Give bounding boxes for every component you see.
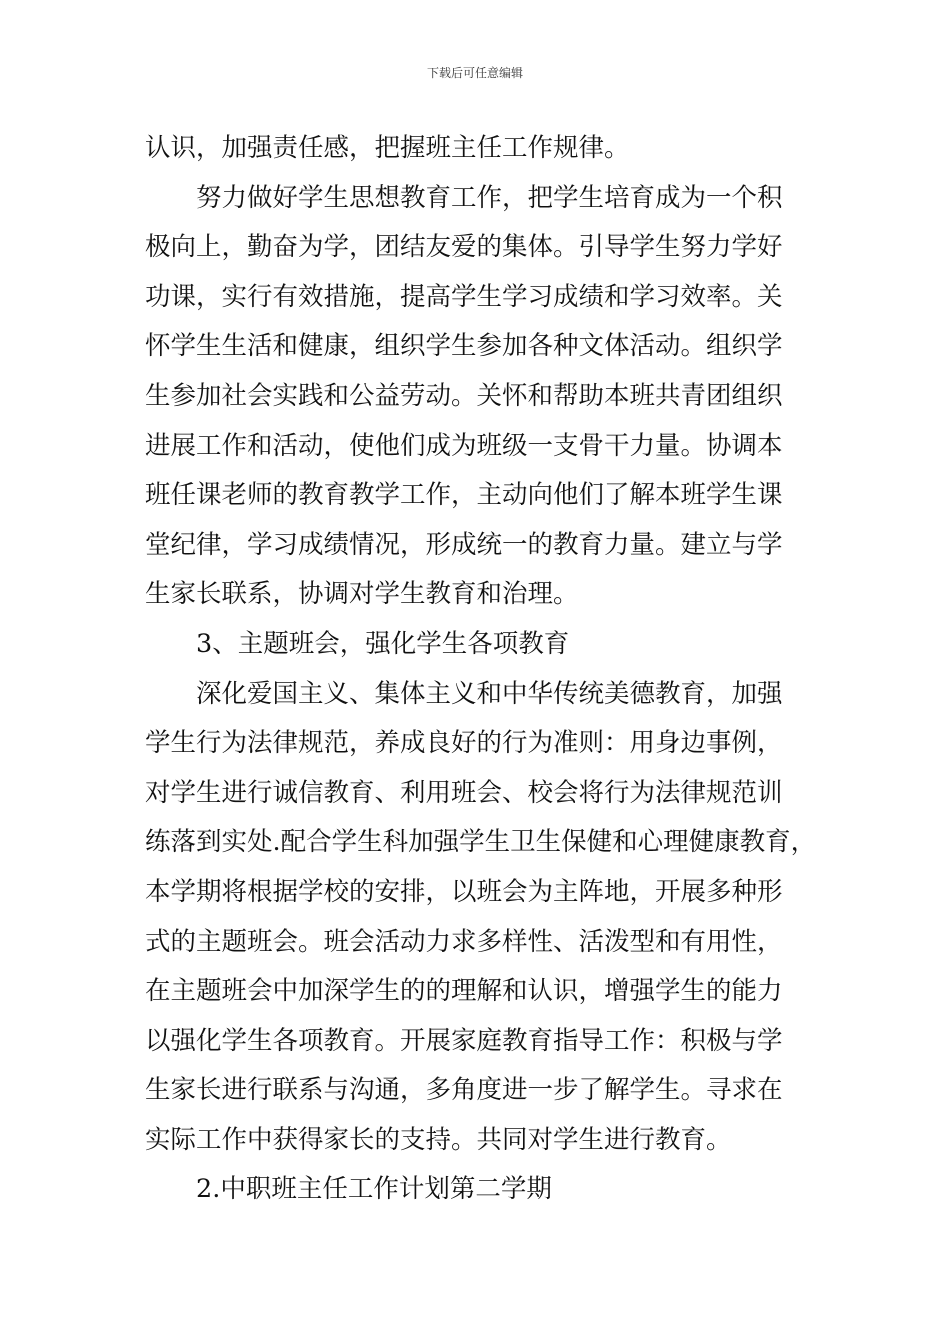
text-line-9: 堂纪律，学习成绩情况，形成统一的教育力量。建立与学 <box>145 529 783 560</box>
text-line-8: 班任课老师的教育教学工作，主动向他们了解本班学生课 <box>145 480 783 511</box>
page-header-note: 下载后可任意编辑 <box>426 66 523 80</box>
text-line-10: 生家长联系，协调对学生教育和治理。 <box>145 579 579 610</box>
text-line-16: 本学期将根据学校的安排，以班会为主阵地，开展多种形 <box>145 876 783 907</box>
section-heading-2: 2.中职班主任工作计划第二学期 <box>196 1174 552 1205</box>
text-line-5: 怀学生生活和健康，组织学生参加各种文体活动。组织学 <box>145 331 783 362</box>
text-line-3: 极向上，勤奋为学，团结友爱的集体。引导学生努力学好 <box>145 232 783 263</box>
text-line-18: 在主题班会中加深学生的的理解和认识，增强学生的能力 <box>145 976 783 1007</box>
text-line-21: 实际工作中获得家长的支持。共同对学生进行教育。 <box>145 1124 732 1155</box>
text-line-17: 式的主题班会。班会活动力求多样性、活泼型和有用性， <box>145 926 783 957</box>
text-line-14: 对学生进行诚信教育、利用班会、校会将行为法律规范训 <box>145 777 783 808</box>
text-line-6: 生参加社会实践和公益劳动。关怀和帮助本班共青团组织 <box>145 380 783 411</box>
text-line-12: 深化爱国主义、集体主义和中华传统美德教育，加强 <box>196 678 783 709</box>
text-line-19: 以强化学生各项教育。开展家庭教育指导工作：积极与学 <box>145 1025 783 1056</box>
section-heading-3: 3、主题班会，强化学生各项教育 <box>196 628 570 659</box>
text-line-1: 认识，加强责任感，把握班主任工作规律。 <box>145 133 630 163</box>
text-line-2: 努力做好学生思想教育工作，把学生培育成为一个积 <box>196 182 783 213</box>
text-line-4: 功课，实行有效措施，提高学生学习成绩和学习效率。关 <box>145 281 783 312</box>
text-line-20: 生家长进行联系与沟通，多角度进一步了解学生。寻求在 <box>145 1075 783 1106</box>
text-line-15: 练落到实处.配合学生科加强学生卫生保健和心理健康教育， <box>145 827 817 858</box>
text-line-7: 进展工作和活动，使他们成为班级一支骨干力量。协调本 <box>145 430 783 461</box>
document-body <box>145 124 825 1215</box>
text-line-13: 学生行为法律规范，养成良好的行为准则：用身边事例， <box>145 728 783 759</box>
